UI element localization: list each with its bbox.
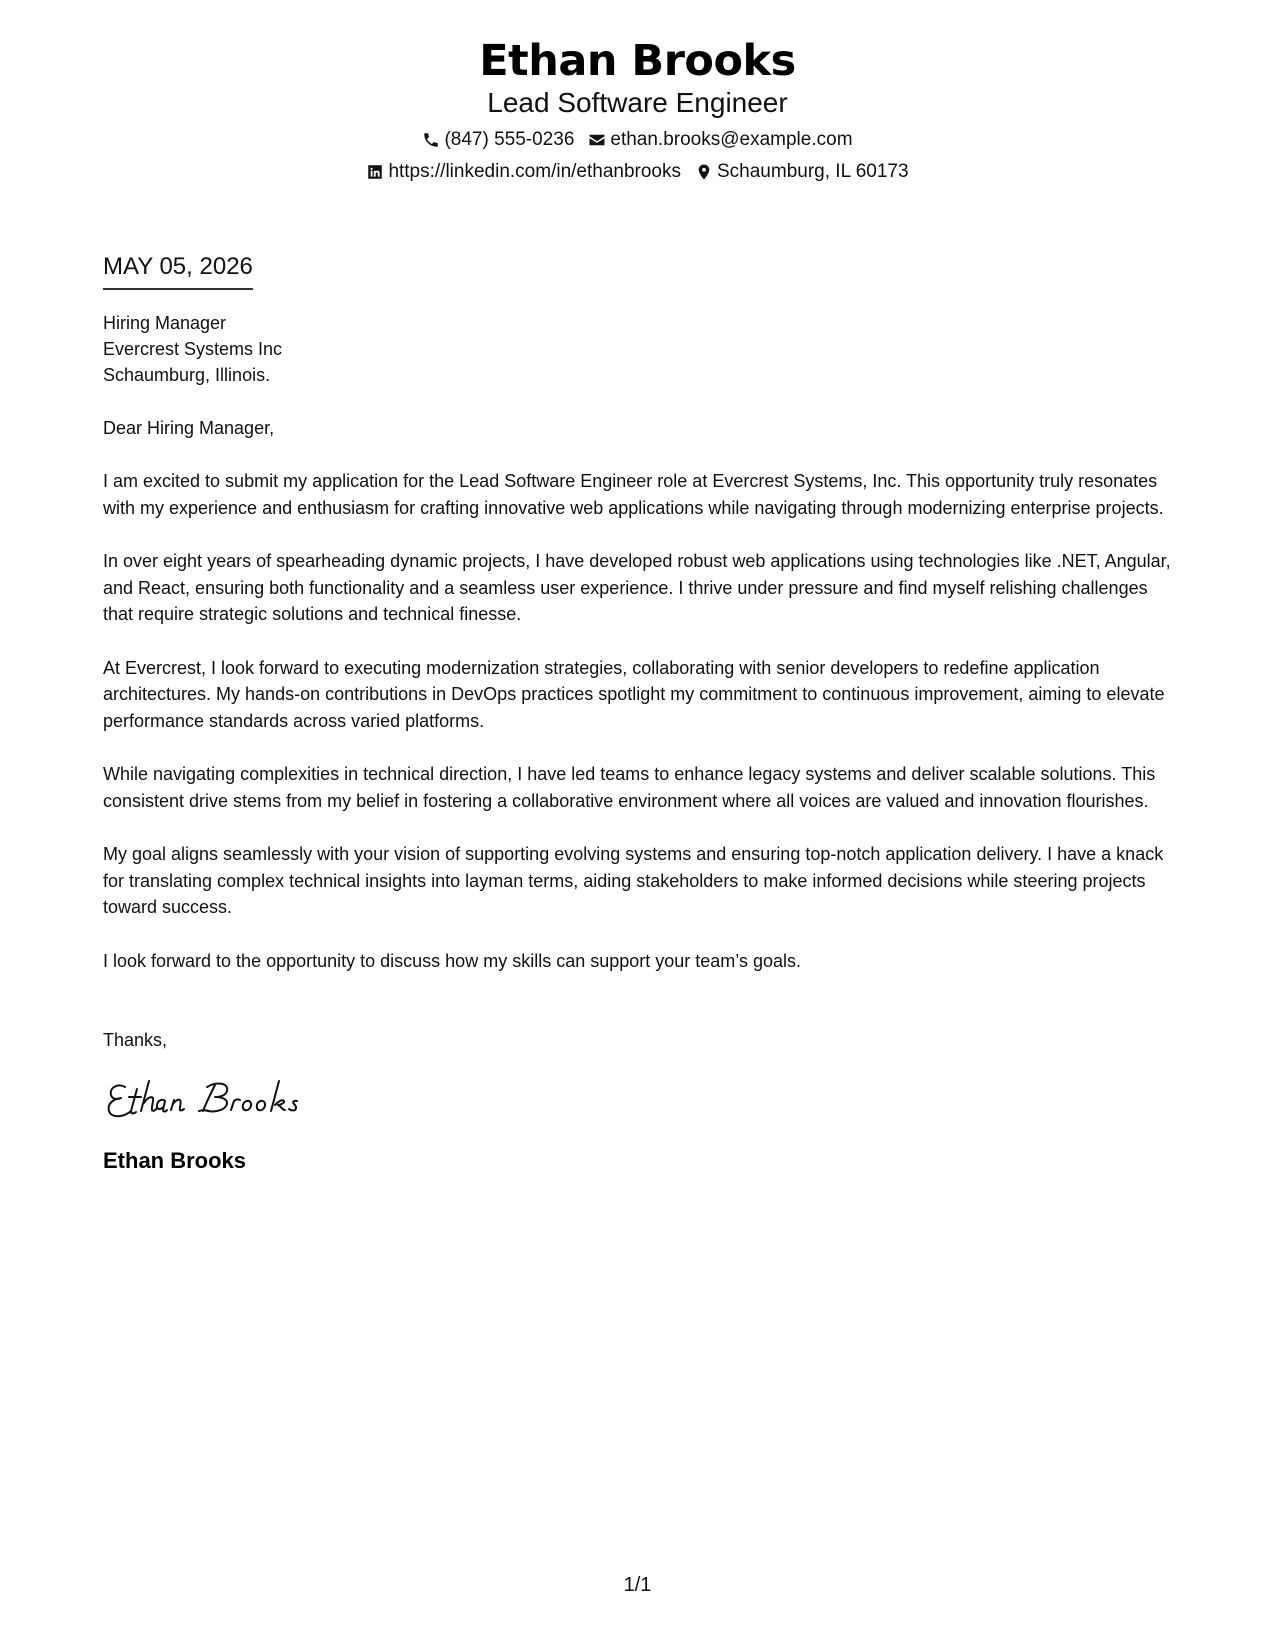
recipient-line: Evercrest Systems Inc [103,339,283,359]
contact-row-primary [0,128,1275,152]
phone-number: (847) 555-0236 [444,129,575,150]
recipient-line: Hiring Manager [103,313,227,333]
recipient-line: Schaumburg, Illinois. [103,365,271,385]
linkedin-url[interactable]: https://linkedin.com/in/ethanbrooks [388,161,681,182]
contact-phone [422,128,574,152]
body-paragraph: I look forward to the opportunity to discuss how my skills can support your team’s goals. [103,950,801,971]
location-text: Schaumburg, IL 60173 [717,161,909,182]
letter-body [103,252,1178,1175]
linkedin-icon [366,163,384,181]
map-marker-icon [695,163,713,181]
contact-email[interactable] [588,128,852,152]
contact-row-secondary [0,160,1275,184]
contact-location [695,160,909,184]
applicant-title: Lead Software Engineer [487,87,788,118]
body-paragraph: While navigating complexities in technical direction, I have led teams to enhance legacy systems and deliver scalable solutions. This consistent drive stems from my belief in fostering a collaborative environment where all voices are valued and innovation flourishes. [103,764,1156,811]
letter-date: MAY 05, 2026 [103,252,253,290]
body-paragraph: At Evercrest, I look forward to executing modernization strategies, collaborating with senior developers to redefine application architectures. My hands-on contributions in DevOps practices spotlight my commitment to continuous improvement, aiming to elevate performance standards across varied platforms. [103,657,1165,731]
email-address[interactable]: ethan.brooks@example.com [610,129,853,150]
letter-header [0,34,1275,184]
applicant-name: Ethan Brooks [479,36,796,86]
contact-linkedin[interactable] [366,160,681,184]
closing: Thanks, [103,1030,168,1050]
recipient-block [103,310,1178,388]
body-paragraph: I am excited to submit my application for the Lead Software Engineer role at Evercrest Systems, Inc. This opportunity truly resonates with my experience and enthusiasm for crafting innovative web applications while navigating through modernizing enterprise projects. [103,471,1164,518]
signature-name: Ethan Brooks [103,1148,247,1173]
envelope-icon [588,131,606,149]
handwritten-signature [103,1073,323,1123]
body-paragraph: In over eight years of spearheading dynamic projects, I have developed robust web applications using technologies like .NET, Angular, and React, ensuring both functionality and a seamless user experience. I thrive under pressure and find myself relishing challenges that require strategic solutions and technical finesse. [103,551,1171,624]
phone-icon [422,131,440,149]
body-paragraph: My goal aligns seamlessly with your vision of supporting evolving systems and ensuring top-notch application delivery. I have a knack for translating complex technical insights into layman terms, aiding stakeholders to make informed decisions while steering projects toward success. [103,844,1164,917]
page-number: 1/1 [623,1574,652,1596]
salutation: Dear Hiring Manager, [103,418,275,438]
